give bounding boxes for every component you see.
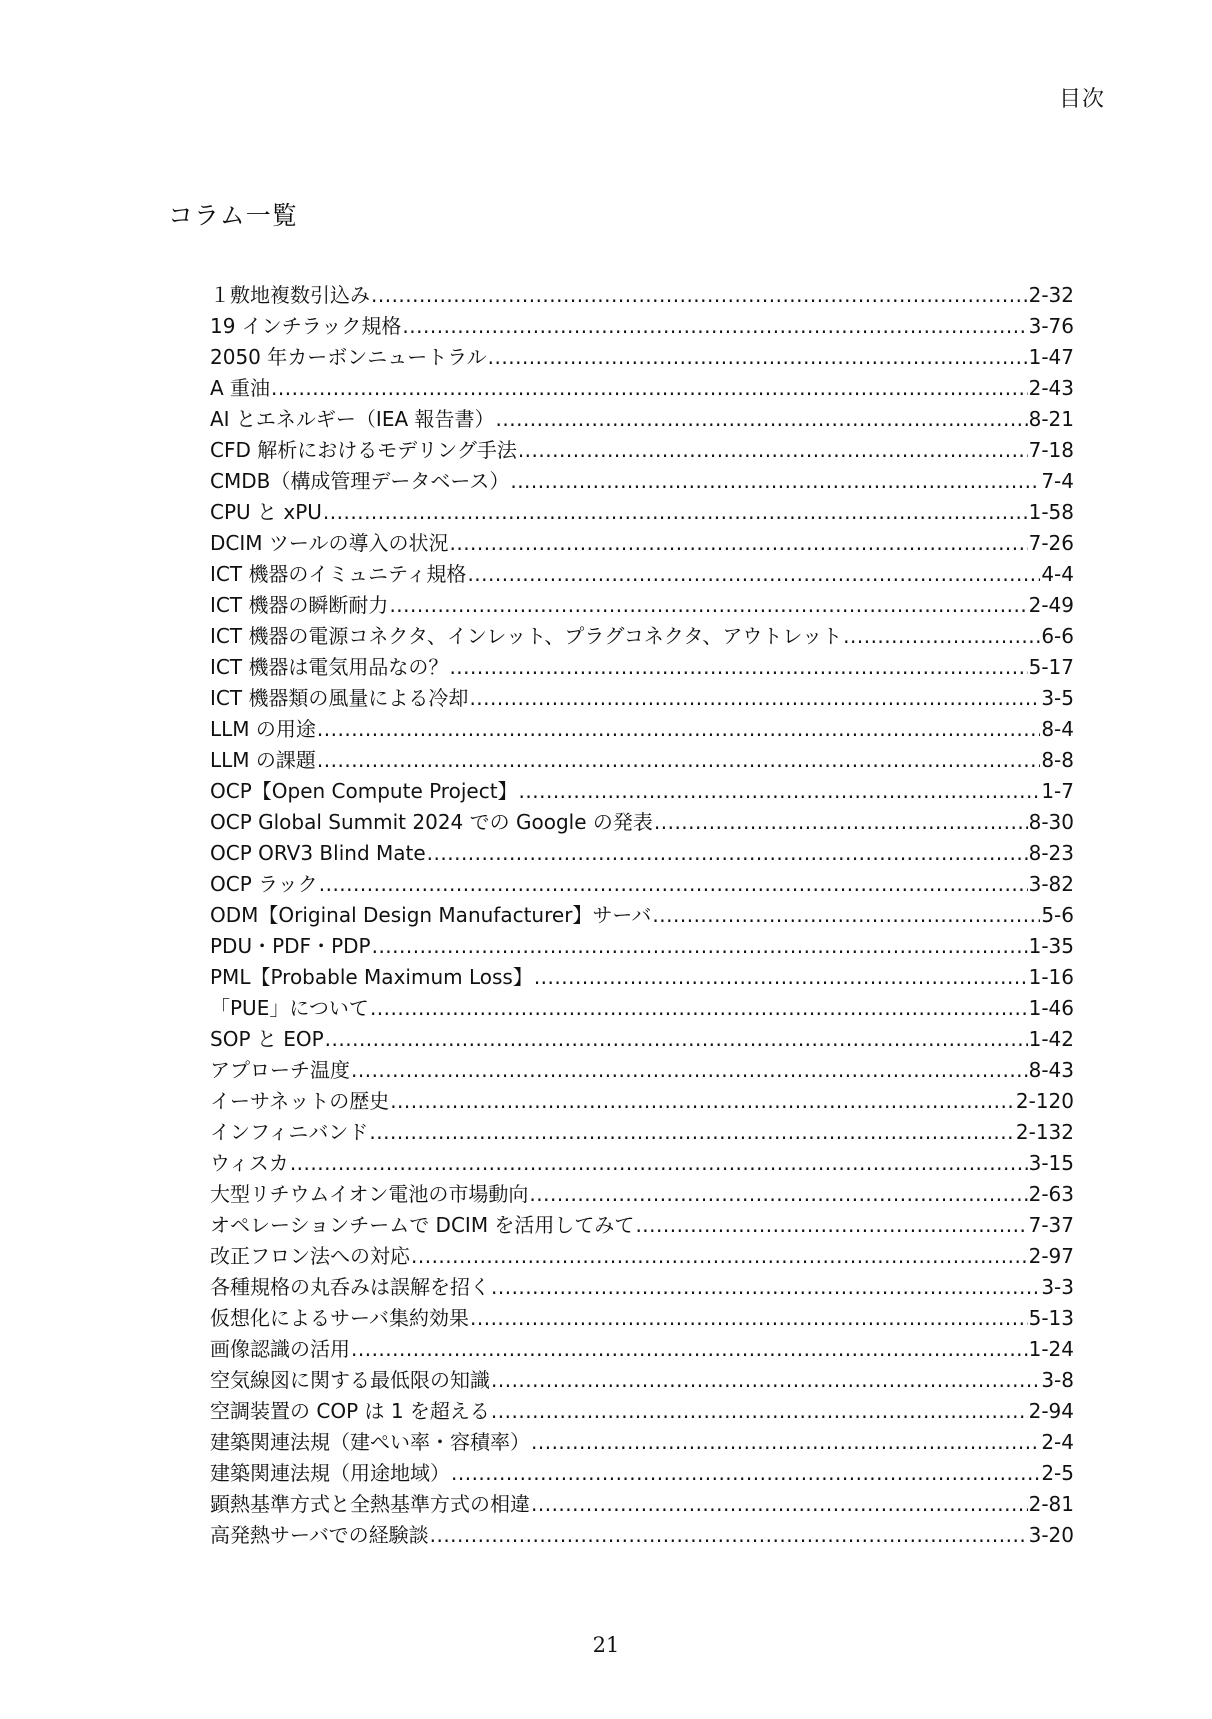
dot-leader xyxy=(510,466,1040,497)
dot-leader xyxy=(290,1148,1028,1179)
toc-entry-title: LLM の用途 xyxy=(210,717,316,741)
toc-entry-page: 8-43 xyxy=(1028,1058,1074,1082)
toc-entry-title: 改正フロン法への対応 xyxy=(210,1244,410,1268)
toc-entry-title: OCP【Open Compute Project】 xyxy=(210,779,518,803)
dot-leader xyxy=(491,1396,1028,1427)
toc-entry-title: 大型リチウムイオン電池の市場動向 xyxy=(210,1182,529,1206)
toc-entry xyxy=(210,1179,1074,1210)
toc-entry xyxy=(210,1117,1074,1148)
toc-entry-page: 5-17 xyxy=(1028,655,1074,679)
toc-entry-title: ICT 機器類の風量による冷却 xyxy=(210,686,469,710)
column-index-list xyxy=(210,280,1074,1551)
toc-entry-page: 3-15 xyxy=(1028,1151,1074,1175)
dot-leader xyxy=(317,714,1040,745)
toc-entry xyxy=(210,1086,1074,1117)
toc-entry-title: 各種規格の丸呑みは誤解を招く xyxy=(210,1275,490,1299)
dot-leader xyxy=(389,590,1027,621)
toc-entry-title: SOP と EOP xyxy=(210,1027,324,1051)
toc-entry xyxy=(210,993,1074,1024)
page-number: 21 xyxy=(592,1633,620,1657)
toc-entry-page: 8-4 xyxy=(1041,717,1074,741)
dot-leader xyxy=(323,497,1028,528)
toc-entry-title: ウィスカ xyxy=(210,1151,289,1175)
toc-entry xyxy=(210,1365,1074,1396)
toc-entry-title: CPU と xPU xyxy=(210,500,322,524)
toc-entry xyxy=(210,807,1074,838)
toc-entry xyxy=(210,1303,1074,1334)
toc-entry-title: AI とエネルギー（IEA 報告書） xyxy=(210,407,495,431)
toc-entry-title: １敷地複数引込み xyxy=(210,283,370,307)
toc-entry-page: 2-5 xyxy=(1041,1461,1074,1485)
toc-entry-page: 8-21 xyxy=(1028,407,1074,431)
toc-entry-page: 5-13 xyxy=(1028,1306,1074,1330)
section-title: コラム一覧 xyxy=(168,201,298,230)
toc-entry-title: アプローチ温度 xyxy=(210,1058,350,1082)
dot-leader xyxy=(488,342,1028,373)
toc-entry xyxy=(210,1427,1074,1458)
toc-entry-page: 1-47 xyxy=(1028,345,1074,369)
dot-leader xyxy=(496,404,1028,435)
dot-leader xyxy=(319,869,1028,900)
toc-entry xyxy=(210,528,1074,559)
toc-entry-page: 5-6 xyxy=(1041,903,1074,927)
dot-leader xyxy=(351,1334,1028,1365)
toc-entry xyxy=(210,311,1074,342)
toc-entry xyxy=(210,1520,1074,1551)
toc-entry-title: インフィニバンド xyxy=(210,1120,369,1144)
toc-entry xyxy=(210,466,1074,497)
toc-entry-title: DCIM ツールの導入の状況 xyxy=(210,531,449,555)
toc-entry-title: 19 インチラック規格 xyxy=(210,314,402,338)
toc-entry-page: 1-16 xyxy=(1028,965,1074,989)
toc-entry-title: PDU・PDF・PDP xyxy=(210,934,371,958)
toc-entry-page: 1-42 xyxy=(1028,1027,1074,1051)
toc-entry-page: 7-18 xyxy=(1028,438,1074,462)
dot-leader xyxy=(427,838,1028,869)
running-header: 目次 xyxy=(1058,87,1105,112)
toc-entry-page: 1-58 xyxy=(1028,500,1074,524)
dot-leader xyxy=(654,807,1028,838)
dot-leader xyxy=(449,652,1027,683)
toc-entry-page: 8-30 xyxy=(1028,810,1074,834)
toc-entry xyxy=(210,714,1074,745)
toc-entry-page: 3-5 xyxy=(1041,686,1074,710)
dot-leader xyxy=(371,280,1028,311)
toc-entry xyxy=(210,1210,1074,1241)
toc-entry-page: 1-7 xyxy=(1041,779,1074,803)
toc-entry-title: CFD 解析におけるモデリング手法 xyxy=(210,438,517,462)
toc-entry xyxy=(210,652,1074,683)
toc-entry xyxy=(210,745,1074,776)
toc-entry-title: OCP ORV3 Blind Mate xyxy=(210,841,426,865)
toc-entry xyxy=(210,683,1074,714)
toc-entry-page: 3-82 xyxy=(1028,872,1074,896)
dot-leader xyxy=(402,311,1027,342)
dot-leader xyxy=(469,683,1040,714)
toc-entry-title: オペレーションチームで DCIM を活用してみて xyxy=(210,1213,635,1237)
toc-entry xyxy=(210,590,1074,621)
toc-entry-page: 7-26 xyxy=(1028,531,1074,555)
toc-entry-page: 3-8 xyxy=(1041,1368,1074,1392)
toc-entry xyxy=(210,621,1074,652)
toc-entry-page: 1-35 xyxy=(1028,934,1074,958)
dot-leader xyxy=(518,435,1028,466)
toc-entry-title: OCP ラック xyxy=(210,872,318,896)
dot-leader xyxy=(317,745,1040,776)
toc-entry-title: ICT 機器の電源コネクタ、インレット、プラグコネクタ、アウトレット xyxy=(210,624,843,648)
toc-entry-page: 3-20 xyxy=(1028,1523,1074,1547)
toc-entry-page: 2-49 xyxy=(1028,593,1074,617)
toc-entry xyxy=(210,1241,1074,1272)
toc-entry-title: 画像認識の活用 xyxy=(210,1337,350,1361)
toc-entry xyxy=(210,497,1074,528)
dot-leader xyxy=(491,1272,1040,1303)
toc-entry xyxy=(210,373,1074,404)
dot-leader xyxy=(451,1458,1040,1489)
dot-leader xyxy=(449,528,1027,559)
toc-entry-title: PML【Probable Maximum Loss】 xyxy=(210,965,533,989)
toc-entry-title: 建築関連法規（建ぺい率・容積率） xyxy=(210,1430,530,1454)
dot-leader xyxy=(529,1179,1027,1210)
dot-leader xyxy=(519,776,1041,807)
dot-leader xyxy=(390,1086,1015,1117)
dot-leader xyxy=(843,621,1040,652)
toc-entry-page: 1-24 xyxy=(1028,1337,1074,1361)
toc-entry-page: 2-81 xyxy=(1028,1492,1074,1516)
toc-entry-title: ODM【Original Design Manufacturer】サーバ xyxy=(210,903,652,927)
toc-entry-page: 2-32 xyxy=(1028,283,1074,307)
toc-entry-title: 建築関連法規（用途地域） xyxy=(210,1461,450,1485)
toc-entry-title: A 重油 xyxy=(210,376,271,400)
toc-entry xyxy=(210,1055,1074,1086)
toc-entry-page: 8-23 xyxy=(1028,841,1074,865)
toc-entry xyxy=(210,342,1074,373)
toc-entry-page: 2-4 xyxy=(1041,1430,1074,1454)
toc-entry-page: 2-132 xyxy=(1015,1120,1074,1144)
toc-entry-page: 3-76 xyxy=(1028,314,1074,338)
dot-leader xyxy=(430,1520,1028,1551)
toc-entry-title: OCP Global Summit 2024 での Google の発表 xyxy=(210,810,653,834)
toc-entry-title: LLM の課題 xyxy=(210,748,316,772)
toc-entry-page: 2-120 xyxy=(1015,1089,1074,1113)
toc-entry-page: 4-4 xyxy=(1041,562,1074,586)
toc-entry-page: 8-8 xyxy=(1041,748,1074,772)
toc-entry xyxy=(210,435,1074,466)
toc-entry-title: ICT 機器は電気用品なの？ xyxy=(210,655,449,679)
toc-entry-page: 6-6 xyxy=(1041,624,1074,648)
toc-entry xyxy=(210,1272,1074,1303)
toc-entry xyxy=(210,776,1074,807)
toc-entry-title: イーサネットの歴史 xyxy=(210,1089,390,1113)
toc-entry-page: 2-94 xyxy=(1028,1399,1074,1423)
toc-entry-title: 2050 年カーボンニュートラル xyxy=(210,345,487,369)
dot-leader xyxy=(370,993,1028,1024)
toc-entry-title: 「PUE」について xyxy=(210,996,369,1020)
toc-entry xyxy=(210,869,1074,900)
dot-leader xyxy=(531,1427,1040,1458)
dot-leader xyxy=(325,1024,1028,1055)
toc-entry xyxy=(210,900,1074,931)
dot-leader xyxy=(372,931,1028,962)
toc-entry xyxy=(210,404,1074,435)
toc-entry-title: ICT 機器の瞬断耐力 xyxy=(210,593,389,617)
toc-entry xyxy=(210,931,1074,962)
toc-entry-title: CMDB（構成管理データベース） xyxy=(210,469,510,493)
toc-entry-page: 7-37 xyxy=(1028,1213,1074,1237)
dot-leader xyxy=(411,1241,1028,1272)
dot-leader xyxy=(470,1303,1028,1334)
toc-entry-title: 空調装置の COP は 1 を超える xyxy=(210,1399,490,1423)
toc-entry-page: 2-63 xyxy=(1028,1182,1074,1206)
toc-entry xyxy=(210,1148,1074,1179)
dot-leader xyxy=(652,900,1040,931)
toc-entry-page: 2-97 xyxy=(1028,1244,1074,1268)
toc-entry-title: 仮想化によるサーバ集約効果 xyxy=(210,1306,469,1330)
toc-entry xyxy=(210,280,1074,311)
toc-entry xyxy=(210,1489,1074,1520)
toc-entry-title: 空気線図に関する最低限の知識 xyxy=(210,1368,490,1392)
toc-entry xyxy=(210,1334,1074,1365)
toc-entry xyxy=(210,838,1074,869)
dot-leader xyxy=(351,1055,1028,1086)
toc-entry xyxy=(210,1396,1074,1427)
toc-entry-title: 高発熱サーバでの経験談 xyxy=(210,1523,429,1547)
dot-leader xyxy=(635,1210,1027,1241)
dot-leader xyxy=(271,373,1028,404)
dot-leader xyxy=(531,1489,1028,1520)
toc-entry-page: 7-4 xyxy=(1041,469,1074,493)
toc-entry-page: 1-46 xyxy=(1028,996,1074,1020)
toc-entry xyxy=(210,962,1074,993)
dot-leader xyxy=(369,1117,1014,1148)
toc-entry xyxy=(210,1024,1074,1055)
toc-entry xyxy=(210,1458,1074,1489)
toc-entry-title: 顕熱基準方式と全熱基準方式の相違 xyxy=(210,1492,530,1516)
dot-leader xyxy=(467,559,1040,590)
toc-entry-page: 3-3 xyxy=(1041,1275,1074,1299)
toc-entry-page: 2-43 xyxy=(1028,376,1074,400)
dot-leader xyxy=(491,1365,1040,1396)
toc-entry-title: ICT 機器のイミュニティ規格 xyxy=(210,562,467,586)
dot-leader xyxy=(534,962,1028,993)
toc-entry xyxy=(210,559,1074,590)
